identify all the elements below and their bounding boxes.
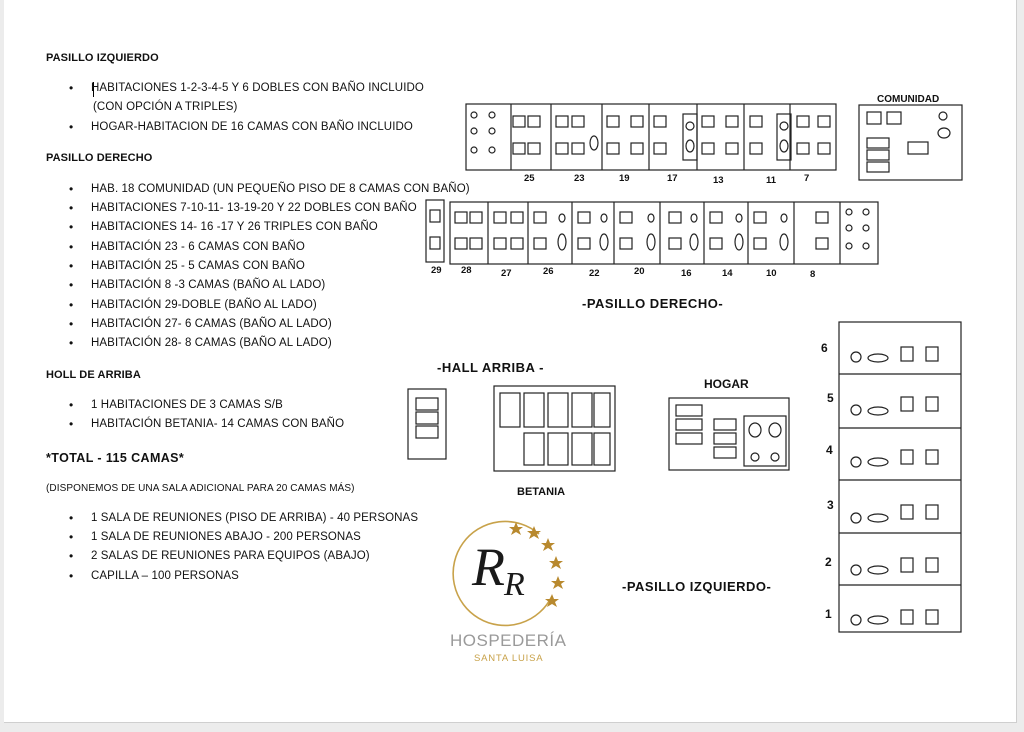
room-29: [426, 200, 444, 262]
logo-monogram-r2: R: [504, 566, 525, 603]
list-item: • HABITACIÓN 25 - 5 CAMAS CON BAÑO: [91, 260, 305, 272]
room-number: 27: [501, 268, 512, 279]
document-page: [4, 0, 1017, 723]
room-number: 5: [827, 391, 834, 405]
list-item: • 1 SALA DE REUNIONES (PISO DE ARRIBA) - 40 PERSONAS: [91, 512, 418, 524]
list-item: • HOGAR-HABITACION DE 16 CAMAS CON BAÑO INCLUIDO: [91, 121, 413, 133]
room-number: 6: [821, 341, 828, 355]
heading-hall: HOLL DE ARRIBA: [46, 369, 141, 381]
list-item: • HABITACIÓN 23 - 6 CAMAS CON BAÑO: [91, 241, 305, 253]
logo-name: HOSPEDERÍA: [450, 631, 567, 650]
pasillo-derecho-label: -PASILLO DERECHO-: [582, 296, 724, 311]
heading-pasillo-derecho: PASILLO DERECHO: [46, 152, 153, 164]
list-item: • HABITACIÓN 27- 6 CAMAS (BAÑO AL LADO): [91, 318, 332, 330]
room-number: 1: [825, 607, 832, 621]
room-number: 29: [431, 265, 442, 276]
list-item: • HABITACIÓN 8 -3 CAMAS (BAÑO AL LADO): [91, 279, 325, 291]
list-item: • HABITACIÓN 28- 8 CAMAS (BAÑO AL LADO): [91, 337, 332, 349]
room-number: 2: [825, 555, 832, 569]
hospederia-logo: [444, 516, 574, 676]
list-item-continuation: (CON OPCIÓN A TRIPLES): [93, 101, 238, 113]
room-number: 10: [766, 268, 777, 279]
list-item: • 2 SALAS DE REUNIONES PARA EQUIPOS (ABAJO): [91, 550, 370, 562]
list-item: • 1 HABITACIONES DE 3 CAMAS S/B: [91, 399, 283, 411]
logo-subname: SANTA LUISA: [474, 653, 544, 664]
list-item: • HABITACIONES 1-2-3-4-5 Y 6 DOBLES CON BAÑO INCLUIDO: [91, 82, 424, 94]
pasillo-izquierdo-label: -PASILLO IZQUIERDO-: [622, 579, 772, 594]
hogar-label: HOGAR: [704, 377, 749, 391]
room-number: 4: [826, 443, 833, 457]
comunidad-label: COMUNIDAD: [877, 94, 940, 105]
list-item: • HABITACIONES 7-10-11- 13-19-20 Y 22 DOBLES CON BAÑO: [91, 202, 417, 214]
room-number: 20: [634, 266, 645, 277]
room-number: 11: [766, 175, 777, 186]
heading-pasillo-izquierdo: PASILLO IZQUIERDO: [46, 52, 159, 64]
room-number: 28: [461, 265, 472, 276]
room-number: 13: [713, 175, 724, 186]
room-number: 17: [667, 173, 678, 184]
betania-plan: [494, 386, 615, 471]
room-number: 19: [619, 173, 630, 184]
list-item: • HABITACIÓN BETANIA- 14 CAMAS CON BAÑO: [91, 418, 344, 430]
room-number: 14: [722, 268, 733, 279]
betania-label: BETANIA: [517, 486, 566, 498]
list-item: • HAB. 18 COMUNIDAD (UN PEQUEÑO PISO DE 8 CAMAS CON BAÑO): [91, 183, 470, 195]
list-item: • HABITACIÓN 29-DOBLE (BAÑO AL LADO): [91, 299, 317, 311]
room-number: 25: [524, 173, 535, 184]
total-beds: *TOTAL - 115 CAMAS*: [46, 451, 185, 465]
additional-room-note: (DISPONEMOS DE UNA SALA ADICIONAL PARA 20 CAMAS MÁS): [46, 483, 355, 494]
second-row-outline: [450, 202, 878, 264]
room-number: 7: [804, 173, 810, 184]
room-number: 8: [810, 269, 816, 280]
room-number: 3: [827, 498, 834, 512]
list-item: • HABITACIONES 14- 16 -17 Y 26 TRIPLES CON BAÑO: [91, 221, 378, 233]
room-number: 23: [574, 173, 585, 184]
logo-monogram-r1: R: [472, 537, 505, 597]
room-number: 16: [681, 268, 692, 279]
hall-arriba-label: -HALL ARRIBA -: [437, 360, 544, 375]
list-item: • 1 SALA DE REUNIONES ABAJO - 200 PERSONAS: [91, 531, 361, 543]
list-item: • CAPILLA – 100 PERSONAS: [91, 570, 239, 582]
room-number: 22: [589, 268, 600, 279]
room-number: 26: [543, 266, 554, 277]
